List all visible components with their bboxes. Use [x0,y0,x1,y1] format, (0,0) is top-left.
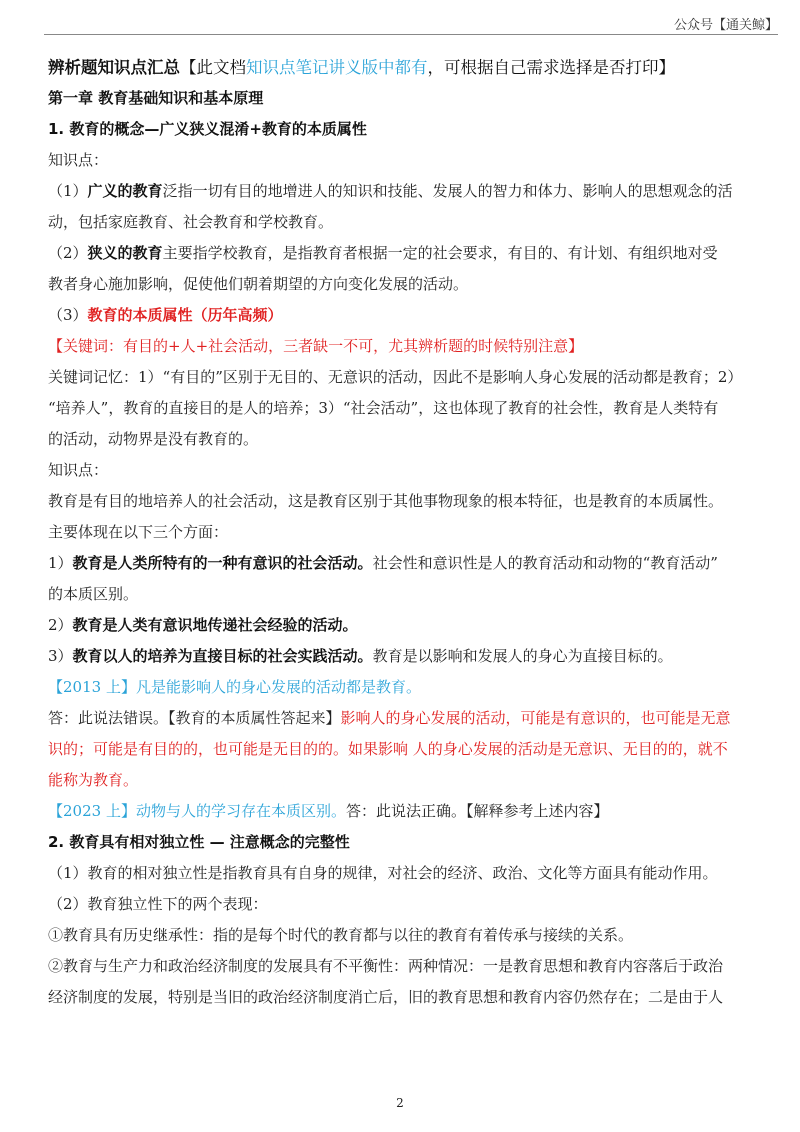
aspect-2-bold: 教育是人类有意识地传递社会经验的活动。 [72,616,358,634]
header-divider [44,34,778,35]
broad-education-term: 广义的教育 [87,182,163,200]
independence-definition: （1）教育的相对独立性是指教育具有自身的规律，对社会的经济、政治、文化等方面具有能动作用。 [48,864,718,882]
question-2023 [48,796,778,827]
knowledge-label-2: 知识点： [48,461,109,479]
memo-line-2: “培养人”，教育的直接目的是人的培养；3）“社会活动”，这也体现了教育的社会性，教育是人类特有 [48,399,719,417]
definition-line: 教育是有目的地培养人的社会活动，这是教育区别于其他事物现象的根本特征，也是教育的本质属性。 [48,492,724,510]
independence-intro: （2）教育独立性下的两个表现： [48,895,268,913]
answer-2013-cont-1: 识的；可能是有目的的，也可能是无目的的。如果影响 人的身心发展的活动是无意识、无目的的，就不 [48,740,728,758]
broad-education-para: （1）广义的教育泛指一切有目的地增进人的知识和技能、发展人的智力和体力、影响人的思想观念的活 [48,182,733,200]
page-number: 2 [396,1096,404,1110]
imbalance-line-1: ②教育与生产力和政治经济制度的发展具有不平衡性：两种情况：一是教育思想和教育内容落后于政治 [48,957,724,975]
question-2013: 【2013 上】凡是能影响人的身心发展的活动都是教育。 [48,678,421,696]
knowledge-label: 知识点： [48,151,109,169]
title-bracket-end: ，可根据自己需求选择是否打印】 [427,58,675,77]
chapter-heading: 第一章 教育基础知识和基本原理 [48,89,264,107]
section2-heading: 2. 教育具有相对独立性 — 注意概念的完整性 [48,833,350,851]
essence-heading: （3）教育的本质属性（历年高频） [48,306,283,324]
document-title [48,52,778,83]
header-text: 公众号【通关鲸】 [673,18,778,33]
aspect-3-bold: 教育以人的培养为直接目标的社会实践活动。 [72,647,373,665]
aspect-1: 1）教育是人类所特有的一种有意识的社会活动。社会性和意识性是人的教育活动和动物的“教育活动” [48,554,718,572]
keyword-note: 【关键词：有目的+人+社会活动，三者缺一不可，尤其辨析题的时候特别注意】 [48,337,584,355]
aspect-1-cont: 的本质区别。 [48,585,139,603]
aspect-2: 2）教育是人类有意识地传递社会经验的活动。 [48,616,358,634]
aspect-1-bold: 教育是人类所特有的一种有意识的社会活动。 [72,554,373,572]
answer-2023: 答：此说法正确。【解释参考上述内容】 [345,802,609,820]
broad-education-para-cont: 动，包括家庭教育、社会教育和学校教育。 [48,213,334,231]
title-main: 辨析题知识点汇总 [48,58,180,77]
historical-inheritance: ①教育具有历史继承性：指的是每个时代的教育都与以往的教育有着传承与接续的关系。 [48,926,634,944]
answer-2013-cont-2: 能称为教育。 [48,771,139,789]
imbalance-line-2: 经济制度的发展，特别是当旧的政治经济制度消亡后，旧的教育思想和教育内容仍然存在；二是由于人 [48,988,724,1006]
title-bracket-start: 【此文档 [180,58,246,77]
narrow-education-para: （2）狭义的教育主要指学校教育，是指教育者根据一定的社会要求，有目的、有计划、有组织地对受 [48,244,718,262]
essence-title: 教育的本质属性（历年高频） [87,306,283,324]
narrow-education-para-cont: 教者身心施加影响，促使他们朝着期望的方向变化发展的活动。 [48,275,469,293]
narrow-education-term: 狭义的教育 [87,244,163,262]
memo-line-1: 关键词记忆：1）“有目的”区别于无目的、无意识的活动，因此不是影响人身心发展的活动都是教育；2） [48,368,743,386]
memo-line-3: 的活动，动物界是没有教育的。 [48,430,259,448]
title-highlight: 知识点笔记讲义版中都有 [246,58,428,77]
question-2023-text: 【2023 上】动物与人的学习存在本质区别。 [48,802,346,820]
aspect-3: 3）教育以人的培养为直接目标的社会实践活动。教育是以影响和发展人的身心为直接目标的。 [48,647,673,665]
document-body [48,52,778,1013]
aspects-intro: 主要体现在以下三个方面： [48,523,229,541]
answer-2013: 答：此说法错误。【教育的本质属性答起来】影响人的身心发展的活动，可能是有意识的，也可能是无意 [48,709,731,727]
section1-heading: 1. 教育的概念—广义狭义混淆+教育的本质属性 [48,120,367,138]
